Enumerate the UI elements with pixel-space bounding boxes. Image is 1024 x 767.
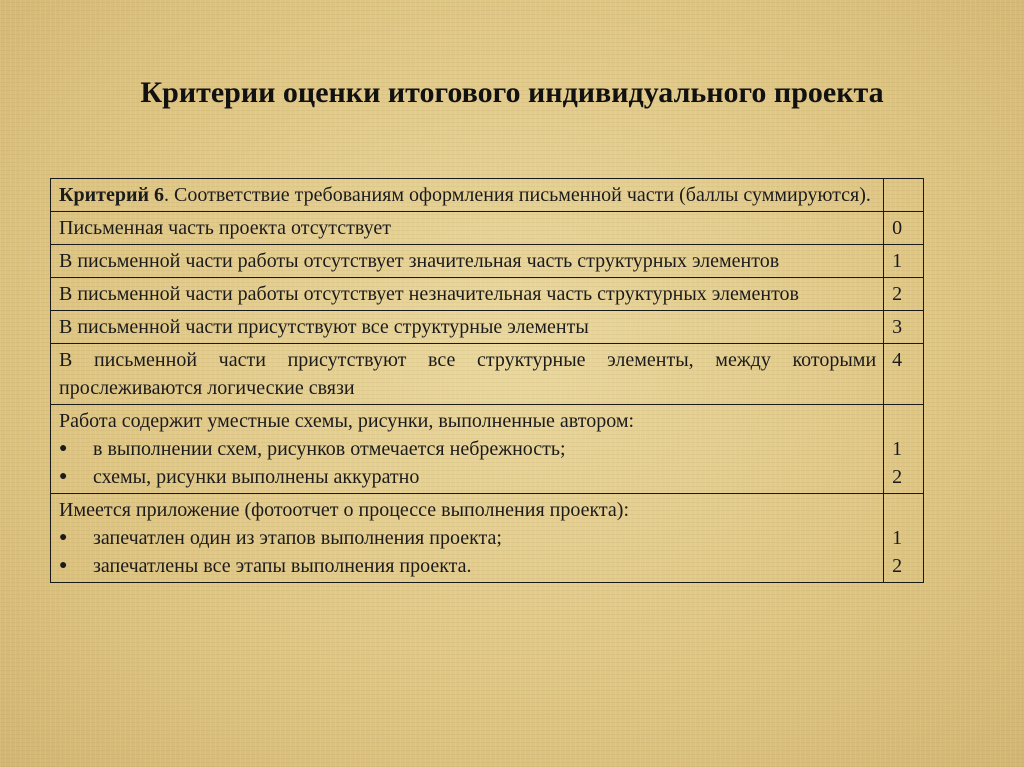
- list-item-text: запечатлен один из этапов выполнения проекта;: [93, 527, 502, 549]
- schemes-heading: Работа содержит уместные схемы, рисунки, выполненные автором:: [59, 410, 635, 432]
- list-item: [59, 552, 876, 580]
- list-item: [59, 463, 876, 491]
- list-item: [59, 524, 876, 552]
- table-row: [51, 405, 924, 494]
- table-row: [51, 278, 924, 311]
- score-cell: [884, 179, 924, 212]
- table-row: [51, 311, 924, 344]
- row-text: В письменной части присутствуют все структурные элементы, между которыми прослеживаются логические связи: [51, 344, 884, 405]
- score-cell: [884, 405, 924, 494]
- row-score: 1: [892, 527, 903, 549]
- criterion-header: [51, 179, 884, 212]
- criterion-text: . Соответствие требованиям оформления письменной части (баллы суммируются).: [164, 184, 871, 206]
- list-item: [59, 435, 876, 463]
- list-item-text: в выполнении схем, рисунков отмечается небрежность;: [93, 438, 566, 460]
- bullet-icon: ●: [59, 530, 68, 545]
- row-text: В письменной части работы отсутствует незначительная часть структурных элементов: [51, 278, 884, 311]
- score-cell: [884, 494, 924, 583]
- criteria-table: [50, 178, 924, 583]
- table-row: [51, 494, 924, 583]
- list-item-text: схемы, рисунки выполнены аккуратно: [93, 466, 420, 488]
- criterion-label: Критерий 6: [59, 184, 165, 206]
- table-row: [51, 245, 924, 278]
- bullet-icon: ●: [59, 469, 68, 484]
- row-score: 0: [884, 212, 924, 245]
- table-row: [51, 179, 924, 212]
- list-item-text: запечатлены все этапы выполнения проекта.: [93, 555, 472, 577]
- appendix-heading: Имеется приложение (фотоотчет о процессе выполнения проекта):: [59, 499, 629, 521]
- row-score: 2: [884, 278, 924, 311]
- page-title: Критерии оценки итогового индивидуального проекта: [140, 76, 884, 109]
- row-score: 2: [892, 466, 903, 488]
- row-text: Письменная часть проекта отсутствует: [51, 212, 884, 245]
- row-text: В письменной части работы отсутствует значительная часть структурных элементов: [51, 245, 884, 278]
- row-score: 4: [884, 344, 924, 405]
- bullet-icon: ●: [59, 558, 68, 573]
- bullet-icon: ●: [59, 441, 68, 456]
- row-score: 2: [892, 555, 903, 577]
- row-score: 1: [892, 438, 903, 460]
- appendix-cell: [51, 494, 884, 583]
- table-row: [51, 344, 924, 405]
- row-text: В письменной части присутствуют все структурные элементы: [51, 311, 884, 344]
- row-score: 1: [884, 245, 924, 278]
- row-score: 3: [884, 311, 924, 344]
- schemes-cell: [51, 405, 884, 494]
- table-row: [51, 212, 924, 245]
